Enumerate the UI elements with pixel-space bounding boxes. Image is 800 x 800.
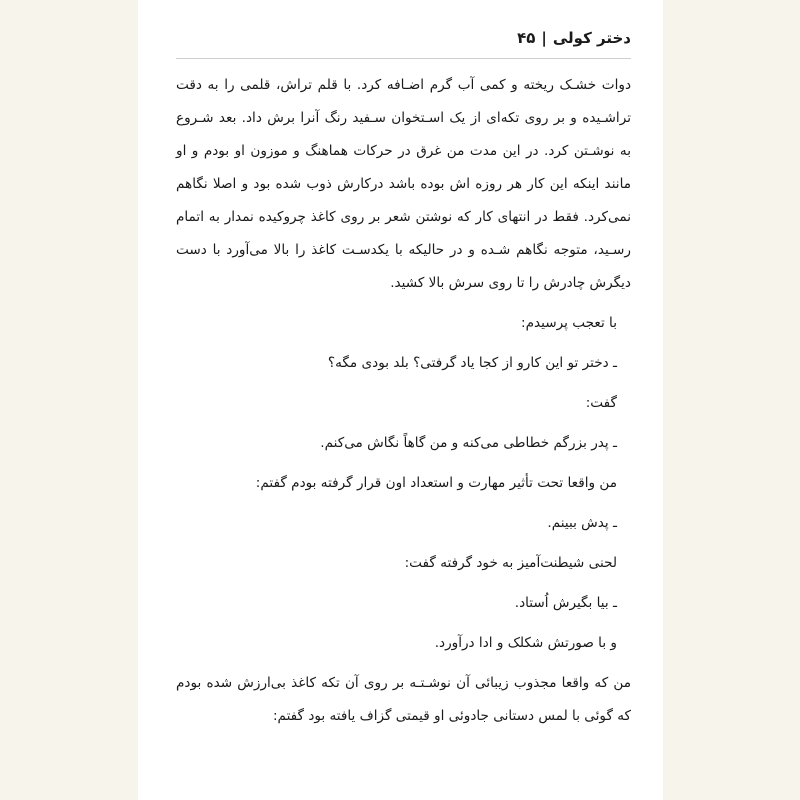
paragraph-dialogue: من واقعا تحت تأثیر مهارت و استعداد اون قرار گرفته بودم گفتم: bbox=[255, 475, 617, 491]
paragraph-dialogue: ـ بیا بگیرش اُستاد. bbox=[514, 595, 617, 611]
book-title: دختر کولی bbox=[552, 29, 631, 47]
paragraph-dialogue: و با صورتش شکلک و ادا درآورد. bbox=[434, 635, 617, 651]
running-header bbox=[176, 18, 631, 59]
paragraph-dialogue: ـ پدش ببینم. bbox=[547, 515, 617, 531]
page-body bbox=[176, 69, 631, 733]
paragraph-narrative: دوات خشـک ریخته و کمی آب گرم اضـافه کرد. با قلم تراش، قلمی را به دقت تراشـیده و بر روی تکه‌ای از یک اسـتخوان سـفید رنگ آنرا برش داد. بعد شـروع به نوشـتن کرد. در این مدت من غرق در حرکات هماهنگ و موزون او بودم و او مانند اینکه این کار هر روزه اش بوده باشد درکارش ذوب شده بود و اصلا نگاهم نمی‌کرد. فقط در انتهای کار که نوشتن شعر بر روی کاغذ چروکیده نمدار به اتمام رسـید، متوجه نگاهم شـده و در حالیکه با یکدسـت کاغذ را بالا می‌آورد با دست دیگرش چادرش را تا روی سرش بالا کشید. bbox=[176, 77, 631, 291]
paragraph-dialogue: گفت: bbox=[585, 395, 617, 411]
header-separator: | bbox=[541, 29, 547, 47]
book-page bbox=[138, 0, 663, 800]
paragraph-dialogue: لحنی شیطنت‌آمیز به خود گرفته گفت: bbox=[404, 555, 617, 571]
page-number: ۴۵ bbox=[517, 29, 536, 47]
paragraph-dialogue: ـ دختر تو این کارو از کجا یاد گرفتی؟ بلد بودی مگه؟ bbox=[327, 355, 617, 371]
paragraph-dialogue: با تعجب پرسیدم: bbox=[521, 315, 617, 331]
paragraph-dialogue: ـ پدر بزرگم خطاطی می‌کنه و من گاهاً نگاش می‌کنم. bbox=[320, 435, 617, 451]
paragraph-narrative: من که واقعا مجذوب زیبائی آن نوشـتـه بر روی آن تکه کاغذ بی‌ارزش شده بودم که گوئی با لمس دستانی جادوئی او قیمتی گزاف یافته بود گفتم: bbox=[176, 675, 631, 724]
